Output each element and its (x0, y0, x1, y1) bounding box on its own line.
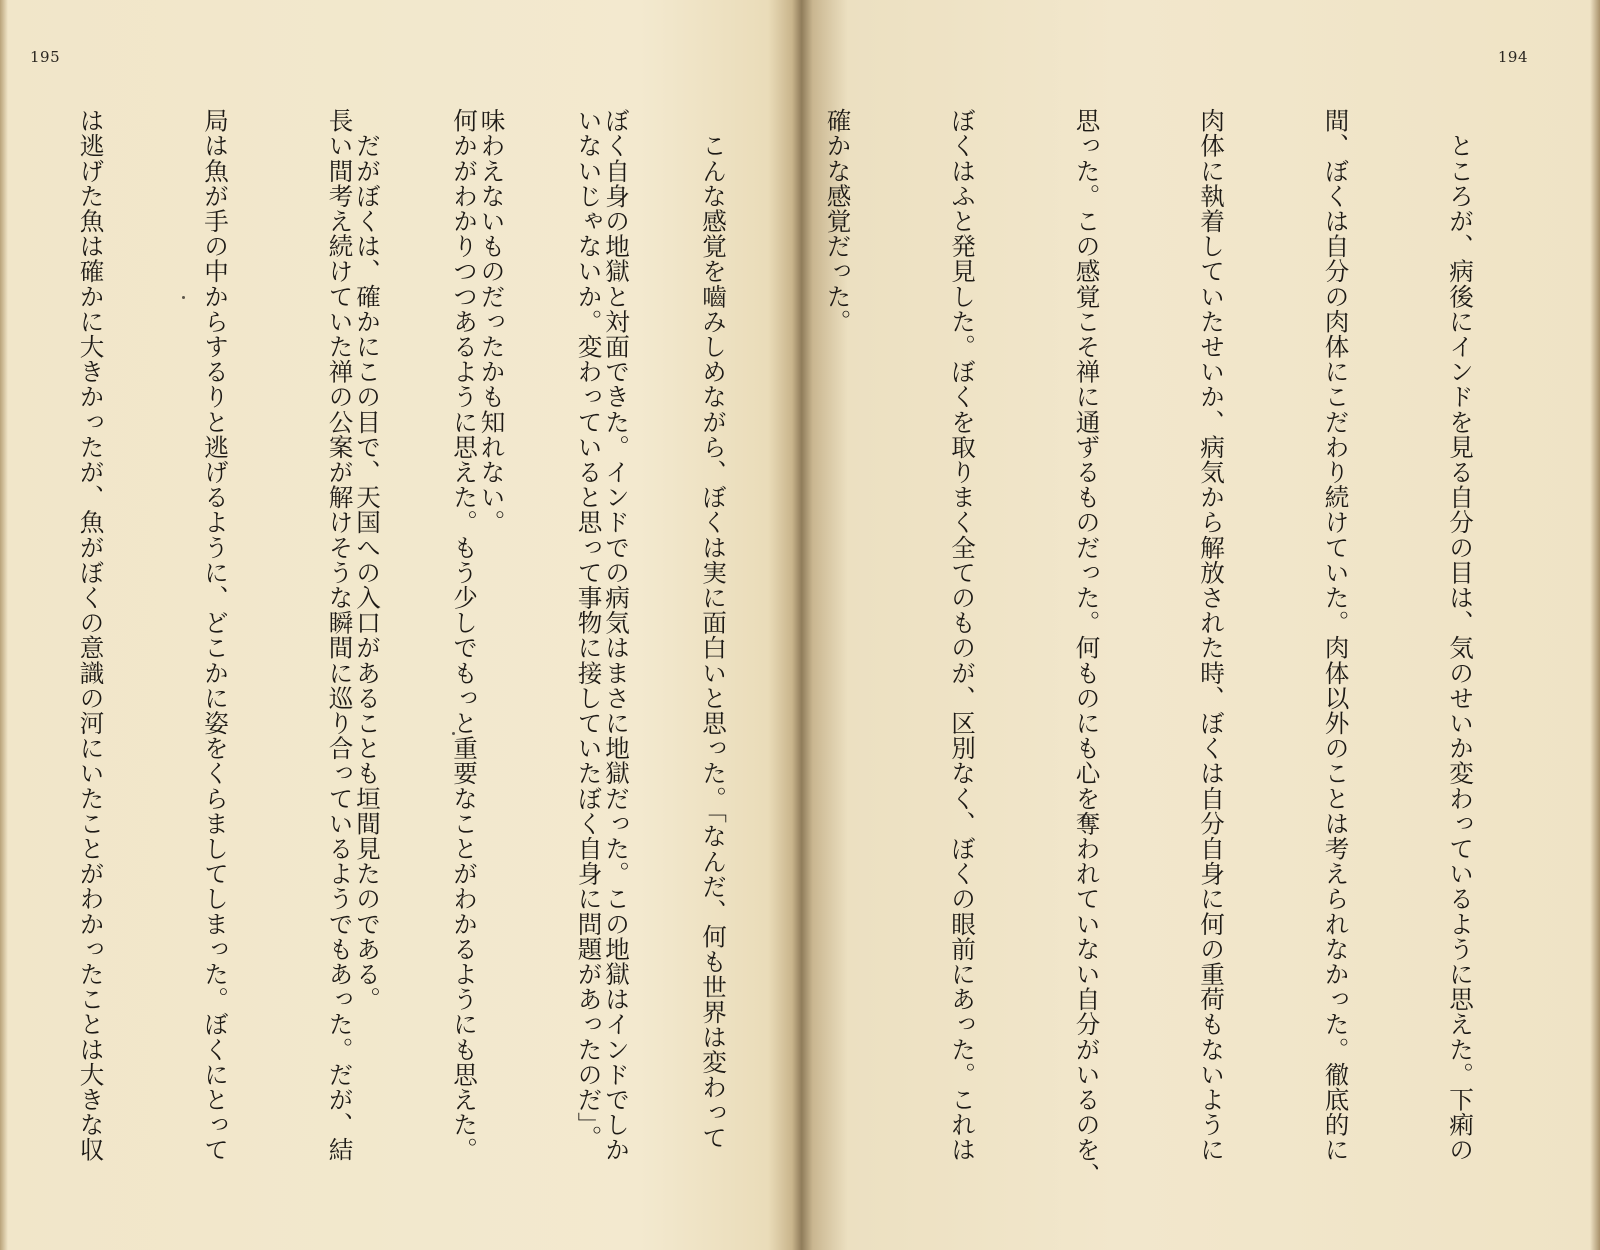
text-line: いないじゃないか。変わっていると思って事物に接していたぼく自身に問題があったのだ」。 (574, 108, 604, 1150)
text-line: ぼくはふと発見した。ぼくを取りまく全てのものが、区別なく、ぼくの眼前にあった。これは (948, 108, 977, 1163)
text-line: ところが、病後にインドを見る自分の目は、気のせいか変わっているように思えた。下痢の (1446, 108, 1475, 1163)
page-number-left: 195 (30, 48, 61, 66)
page-number-right: 194 (1497, 48, 1528, 66)
text-line: 確かな感覚だった。 (823, 108, 853, 334)
text-line: は逃げた魚は確かに大きかったが、魚がぼくの意識の河にいたことがわかったことは大きな収 (76, 108, 106, 1163)
text-line: だがぼくは、確かにこの目で、天国への入口があることも垣間見たのである。 (353, 108, 382, 1012)
text-line: 肉体に執着していたせいか、病気から解放された時、ぼくは自分自身に何の重荷もないように (1197, 108, 1226, 1163)
text-line: 間、ぼくは自分の肉体にこだわり続けていた。肉体以外のことは考えられなかった。徹底的に (1321, 108, 1351, 1163)
text-line: 局は魚が手の中からするりと逃げるように、どこかに姿をくらましてしまった。ぼくにとって (201, 108, 230, 1163)
text-line: ぼく自身の地獄と対面できた。インドでの病気はまさに地獄だった。この地獄はインドでしか (602, 108, 631, 1163)
body-text-right (0, 108, 1564, 1188)
text-line: こんな感覚を嚙みしめながら、ぼくは実に面白いと思った。「なんだ、何も世界は変わって (699, 108, 728, 1150)
text-line: 長い間考え続けていた禅の公案が解けそうな瞬間に巡り合っているようでもあった。だが、結 (325, 108, 355, 1163)
text-line: 味わえないものだったかも知れない。 (477, 108, 507, 535)
text-line: 何かがわかりつつあるように思えた。もう少しでもっと重要なことがわかるようにも思えた。 (450, 108, 479, 1163)
text-line: 思った。この感覚こそ禅に通ずるものだった。何ものにも心を奪われていない自分がいるのを、 (1072, 108, 1102, 1188)
